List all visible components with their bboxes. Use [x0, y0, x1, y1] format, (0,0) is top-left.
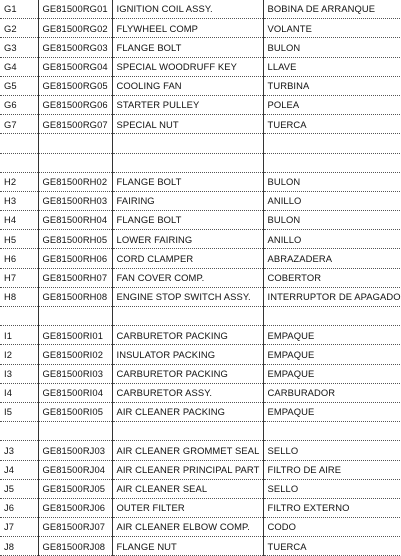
position-cell[interactable]: H5: [0, 230, 38, 249]
description-cell[interactable]: AIR CLEANER PACKING: [112, 402, 263, 421]
position-cell[interactable]: J3: [0, 441, 38, 460]
position-cell[interactable]: I3: [0, 364, 38, 383]
description-cell[interactable]: CARBURETOR PACKING: [112, 326, 263, 345]
table-row: [0, 402, 400, 421]
table-row: [0, 345, 400, 364]
table-row: [0, 95, 400, 114]
part-number-cell[interactable]: GE81500RH03: [38, 191, 112, 210]
position-cell[interactable]: [0, 134, 38, 153]
table-row: [0, 19, 400, 38]
description-cell[interactable]: AIR CLEANER GROMMET SEAL: [112, 441, 263, 460]
description-cell[interactable]: FLANGE BOLT: [112, 172, 263, 191]
position-cell[interactable]: H2: [0, 172, 38, 191]
position-cell[interactable]: I2: [0, 345, 38, 364]
part-number-cell[interactable]: GE81500RH02: [38, 172, 112, 191]
part-number-cell[interactable]: GE81500RJ04: [38, 460, 112, 479]
table-row: [0, 230, 400, 249]
position-cell[interactable]: J5: [0, 479, 38, 498]
description-cell[interactable]: CORD CLAMPER: [112, 249, 263, 268]
part-number-cell[interactable]: GE81500RG01: [38, 0, 112, 19]
table-row-blank: [0, 134, 400, 153]
description-cell[interactable]: [112, 153, 263, 172]
spanish-name-cell[interactable]: [263, 422, 400, 441]
spanish-name-cell[interactable]: BULON: [263, 211, 400, 230]
table-row-blank: [0, 153, 400, 172]
description-cell[interactable]: INSULATOR PACKING: [112, 345, 263, 364]
description-cell[interactable]: AIR CLEANER PRINCIPAL PART: [112, 460, 263, 479]
part-number-cell[interactable]: GE81500RG06: [38, 95, 112, 114]
position-cell[interactable]: H7: [0, 268, 38, 287]
part-number-cell[interactable]: GE81500RG07: [38, 115, 112, 134]
position-cell[interactable]: I5: [0, 402, 38, 421]
part-number-cell[interactable]: GE81500RH06: [38, 249, 112, 268]
spanish-name-cell[interactable]: ANILLO: [263, 191, 400, 210]
position-cell[interactable]: G5: [0, 76, 38, 95]
position-cell[interactable]: [0, 307, 38, 326]
part-number-cell[interactable]: [38, 422, 112, 441]
part-number-cell[interactable]: GE81500RG04: [38, 57, 112, 76]
table-row: [0, 479, 400, 498]
position-cell[interactable]: [0, 153, 38, 172]
table-row: [0, 287, 400, 306]
part-number-cell[interactable]: GE81500RG05: [38, 76, 112, 95]
spanish-name-cell[interactable]: BULON: [263, 172, 400, 191]
spanish-name-cell[interactable]: EMPAQUE: [263, 402, 400, 421]
spanish-name-cell[interactable]: FILTRO EXTERNO: [263, 498, 400, 517]
description-cell[interactable]: AIR CLEANER ELBOW COMP.: [112, 518, 263, 537]
part-number-cell[interactable]: GE81500RI05: [38, 402, 112, 421]
part-number-cell[interactable]: [38, 307, 112, 326]
description-cell[interactable]: [112, 307, 263, 326]
table-row: [0, 441, 400, 460]
spanish-name-cell[interactable]: TURBINA: [263, 76, 400, 95]
part-number-cell[interactable]: GE81500RI03: [38, 364, 112, 383]
description-cell[interactable]: STARTER PULLEY: [112, 95, 263, 114]
table-row: [0, 498, 400, 517]
part-number-cell[interactable]: [38, 134, 112, 153]
table-row: [0, 76, 400, 95]
spanish-name-cell[interactable]: INTERRUPTOR DE APAGADO: [263, 287, 400, 306]
position-cell[interactable]: J4: [0, 460, 38, 479]
spanish-name-cell[interactable]: VOLANTE: [263, 19, 400, 38]
description-cell[interactable]: FLANGE BOLT: [112, 38, 263, 57]
spanish-name-cell[interactable]: ANILLO: [263, 230, 400, 249]
table-row: [0, 38, 400, 57]
spanish-name-cell[interactable]: EMPAQUE: [263, 326, 400, 345]
position-cell[interactable]: I1: [0, 326, 38, 345]
description-cell[interactable]: FLANGE NUT: [112, 537, 263, 556]
position-cell[interactable]: J8: [0, 537, 38, 556]
spanish-name-cell[interactable]: LLAVE: [263, 57, 400, 76]
table-row: [0, 57, 400, 76]
spanish-name-cell[interactable]: BULON: [263, 38, 400, 57]
description-cell[interactable]: SPECIAL NUT: [112, 115, 263, 134]
spanish-name-cell[interactable]: FILTRO DE AIRE: [263, 460, 400, 479]
spanish-name-cell[interactable]: POLEA: [263, 95, 400, 114]
position-cell[interactable]: J6: [0, 498, 38, 517]
part-number-cell[interactable]: GE81500RJ08: [38, 537, 112, 556]
position-cell[interactable]: [0, 422, 38, 441]
spanish-name-cell[interactable]: TUERCA: [263, 115, 400, 134]
description-cell[interactable]: LOWER FAIRING: [112, 230, 263, 249]
spanish-name-cell[interactable]: COBERTOR: [263, 268, 400, 287]
part-number-cell[interactable]: GE81500RH08: [38, 287, 112, 306]
spanish-name-cell[interactable]: SELLO: [263, 441, 400, 460]
part-number-cell[interactable]: GE81500RJ07: [38, 518, 112, 537]
table-row: [0, 364, 400, 383]
table-row: [0, 115, 400, 134]
table-row: [0, 383, 400, 402]
position-cell[interactable]: H3: [0, 191, 38, 210]
spanish-name-cell[interactable]: [263, 307, 400, 326]
position-cell[interactable]: G1: [0, 0, 38, 19]
part-number-cell[interactable]: GE81500RI04: [38, 383, 112, 402]
description-cell[interactable]: IGNITION COIL ASSY.: [112, 0, 263, 19]
description-cell[interactable]: FLYWHEEL COMP: [112, 19, 263, 38]
table-row: [0, 460, 400, 479]
spanish-name-cell[interactable]: EMPAQUE: [263, 345, 400, 364]
description-cell[interactable]: COOLING FAN: [112, 76, 263, 95]
position-cell[interactable]: H4: [0, 211, 38, 230]
spanish-name-cell[interactable]: BOBINA DE ARRANQUE: [263, 0, 400, 19]
description-cell[interactable]: CARBURETOR PACKING: [112, 364, 263, 383]
table-row: [0, 211, 400, 230]
description-cell[interactable]: OUTER FILTER: [112, 498, 263, 517]
part-number-cell[interactable]: GE81500RJ03: [38, 441, 112, 460]
part-number-cell[interactable]: GE81500RG03: [38, 38, 112, 57]
part-number-cell[interactable]: GE81500RI02: [38, 345, 112, 364]
spanish-name-cell[interactable]: [263, 134, 400, 153]
table-row: [0, 537, 400, 556]
position-cell[interactable]: G4: [0, 57, 38, 76]
table-row-blank: [0, 422, 400, 441]
spanish-name-cell[interactable]: [263, 153, 400, 172]
table-row: [0, 518, 400, 537]
part-number-cell[interactable]: GE81500RH07: [38, 268, 112, 287]
description-cell[interactable]: [112, 422, 263, 441]
table-row: [0, 172, 400, 191]
part-number-cell[interactable]: GE81500RI01: [38, 326, 112, 345]
table-row: [0, 0, 400, 19]
position-cell[interactable]: G3: [0, 38, 38, 57]
table-row: [0, 249, 400, 268]
position-cell[interactable]: I4: [0, 383, 38, 402]
spanish-name-cell[interactable]: EMPAQUE: [263, 364, 400, 383]
table-row: [0, 191, 400, 210]
description-cell[interactable]: FAIRING: [112, 191, 263, 210]
position-cell[interactable]: J7: [0, 518, 38, 537]
description-cell[interactable]: ENGINE STOP SWITCH ASSY.: [112, 287, 263, 306]
description-cell[interactable]: FAN COVER COMP.: [112, 268, 263, 287]
spanish-name-cell[interactable]: TUERCA: [263, 537, 400, 556]
description-cell[interactable]: FLANGE BOLT: [112, 211, 263, 230]
position-cell[interactable]: H8: [0, 287, 38, 306]
part-number-cell[interactable]: GE81500RJ06: [38, 498, 112, 517]
part-number-cell[interactable]: GE81500RH04: [38, 211, 112, 230]
position-cell[interactable]: G7: [0, 115, 38, 134]
part-number-cell[interactable]: GE81500RJ05: [38, 479, 112, 498]
position-cell[interactable]: G6: [0, 95, 38, 114]
position-cell[interactable]: H6: [0, 249, 38, 268]
table-row-blank: [0, 307, 400, 326]
description-cell[interactable]: SPECIAL WOODRUFF KEY: [112, 57, 263, 76]
description-cell[interactable]: [112, 134, 263, 153]
part-number-cell[interactable]: GE81500RH05: [38, 230, 112, 249]
spanish-name-cell[interactable]: CODO: [263, 518, 400, 537]
part-number-cell[interactable]: [38, 153, 112, 172]
spanish-name-cell[interactable]: SELLO: [263, 479, 400, 498]
spanish-name-cell[interactable]: CARBURADOR: [263, 383, 400, 402]
spanish-name-cell[interactable]: ABRAZADERA: [263, 249, 400, 268]
description-cell[interactable]: AIR CLEANER SEAL: [112, 479, 263, 498]
position-cell[interactable]: G2: [0, 19, 38, 38]
table-row: [0, 326, 400, 345]
part-number-cell[interactable]: GE81500RG02: [38, 19, 112, 38]
description-cell[interactable]: CARBURETOR ASSY.: [112, 383, 263, 402]
table-row: [0, 268, 400, 287]
